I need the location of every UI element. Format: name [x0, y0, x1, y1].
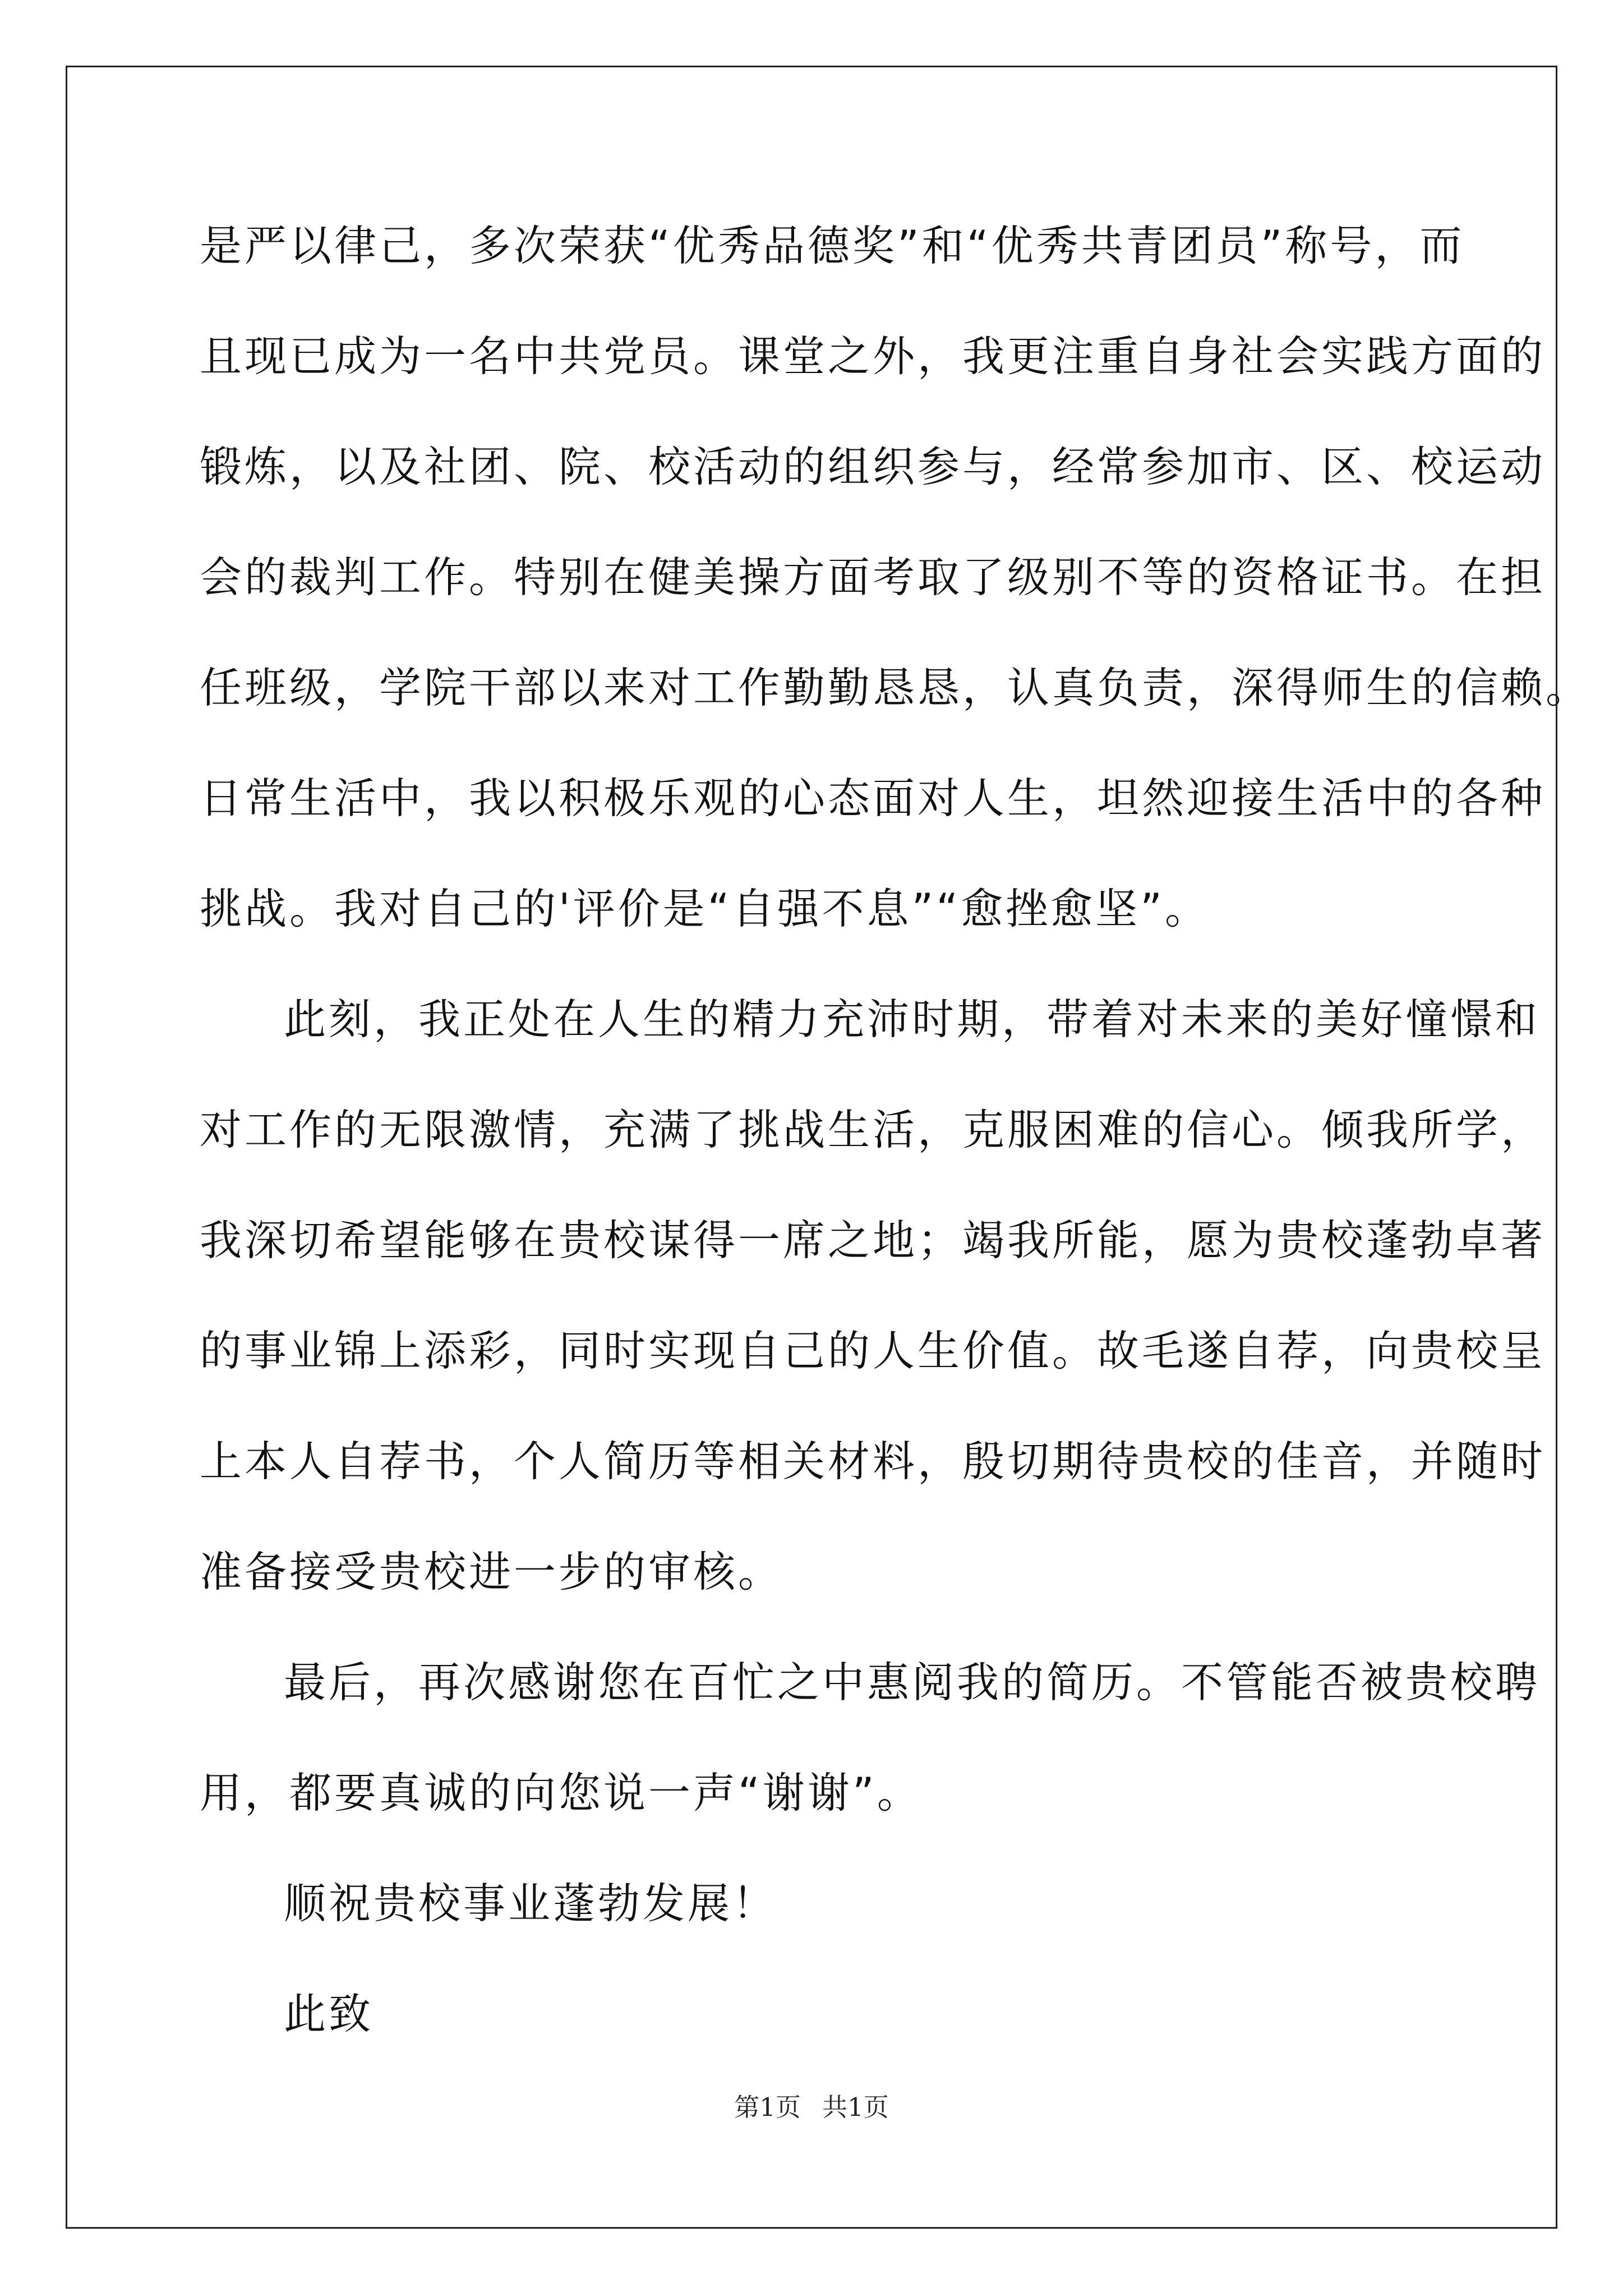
body-line: 用，都要真诚的向您说一声“谢谢”。 — [200, 1768, 922, 1818]
body-line: 对工作的无限激情，充满了挑战生活，克服困难的信心。倾我所学， — [200, 1105, 1546, 1154]
letter-body — [200, 191, 1591, 2069]
salutation-line: 此致 — [284, 1989, 374, 2039]
page-number-total: 共1页 — [822, 2092, 889, 2122]
body-line: 准备接受贵校进一步的审核。 — [200, 1547, 783, 1596]
paragraph-start-line: 此刻，我正处在人生的精力充沛时期，带着对未来的美好憧憬和 — [284, 995, 1541, 1044]
body-line: 锻炼，以及社团、院、校活动的组织参与，经常参加市、区、校运动 — [200, 442, 1546, 491]
body-line: 是严以律己，多次荣获“优秀品德奖”和“优秀共青团员”称号，而 — [200, 221, 1465, 270]
body-line: 日常生活中，我以积极乐观的心态面对人生，坦然迎接生活中的各种 — [200, 774, 1546, 823]
body-line: 我深切希望能够在贵校谋得一席之地；竭我所能，愿为贵校蓬勃卓著 — [200, 1216, 1546, 1265]
page-number-current: 第1页 — [734, 2092, 801, 2122]
body-line: 会的裁判工作。特别在健美操方面考取了级别不等的资格证书。在担 — [200, 553, 1546, 602]
page-footer — [0, 2087, 1623, 2123]
paragraph-start-line: 最后，再次感谢您在百忙之中惠阅我的简历。不管能否被贵校聘 — [284, 1658, 1541, 1707]
closing-wish-line: 顺祝贵校事业蓬勃发展！ — [284, 1879, 778, 1928]
body-line: 挑战。我对自己的'评价是“自强不息”“愈挫愈坚”。 — [200, 884, 1210, 933]
body-line: 且现已成为一名中共党员。课堂之外，我更注重自身社会实践方面的 — [200, 332, 1546, 381]
body-line: 上本人自荐书，个人简历等相关材料，殷切期待贵校的佳音，并随时 — [200, 1437, 1546, 1486]
body-line: 的事业锦上添彩，同时实现自己的人生价值。故毛遂自荐，向贵校呈 — [200, 1326, 1546, 1375]
body-line: 任班级，学院干部以来对工作勤勤恳恳，认真负责，深得师生的信赖。 — [200, 663, 1591, 712]
